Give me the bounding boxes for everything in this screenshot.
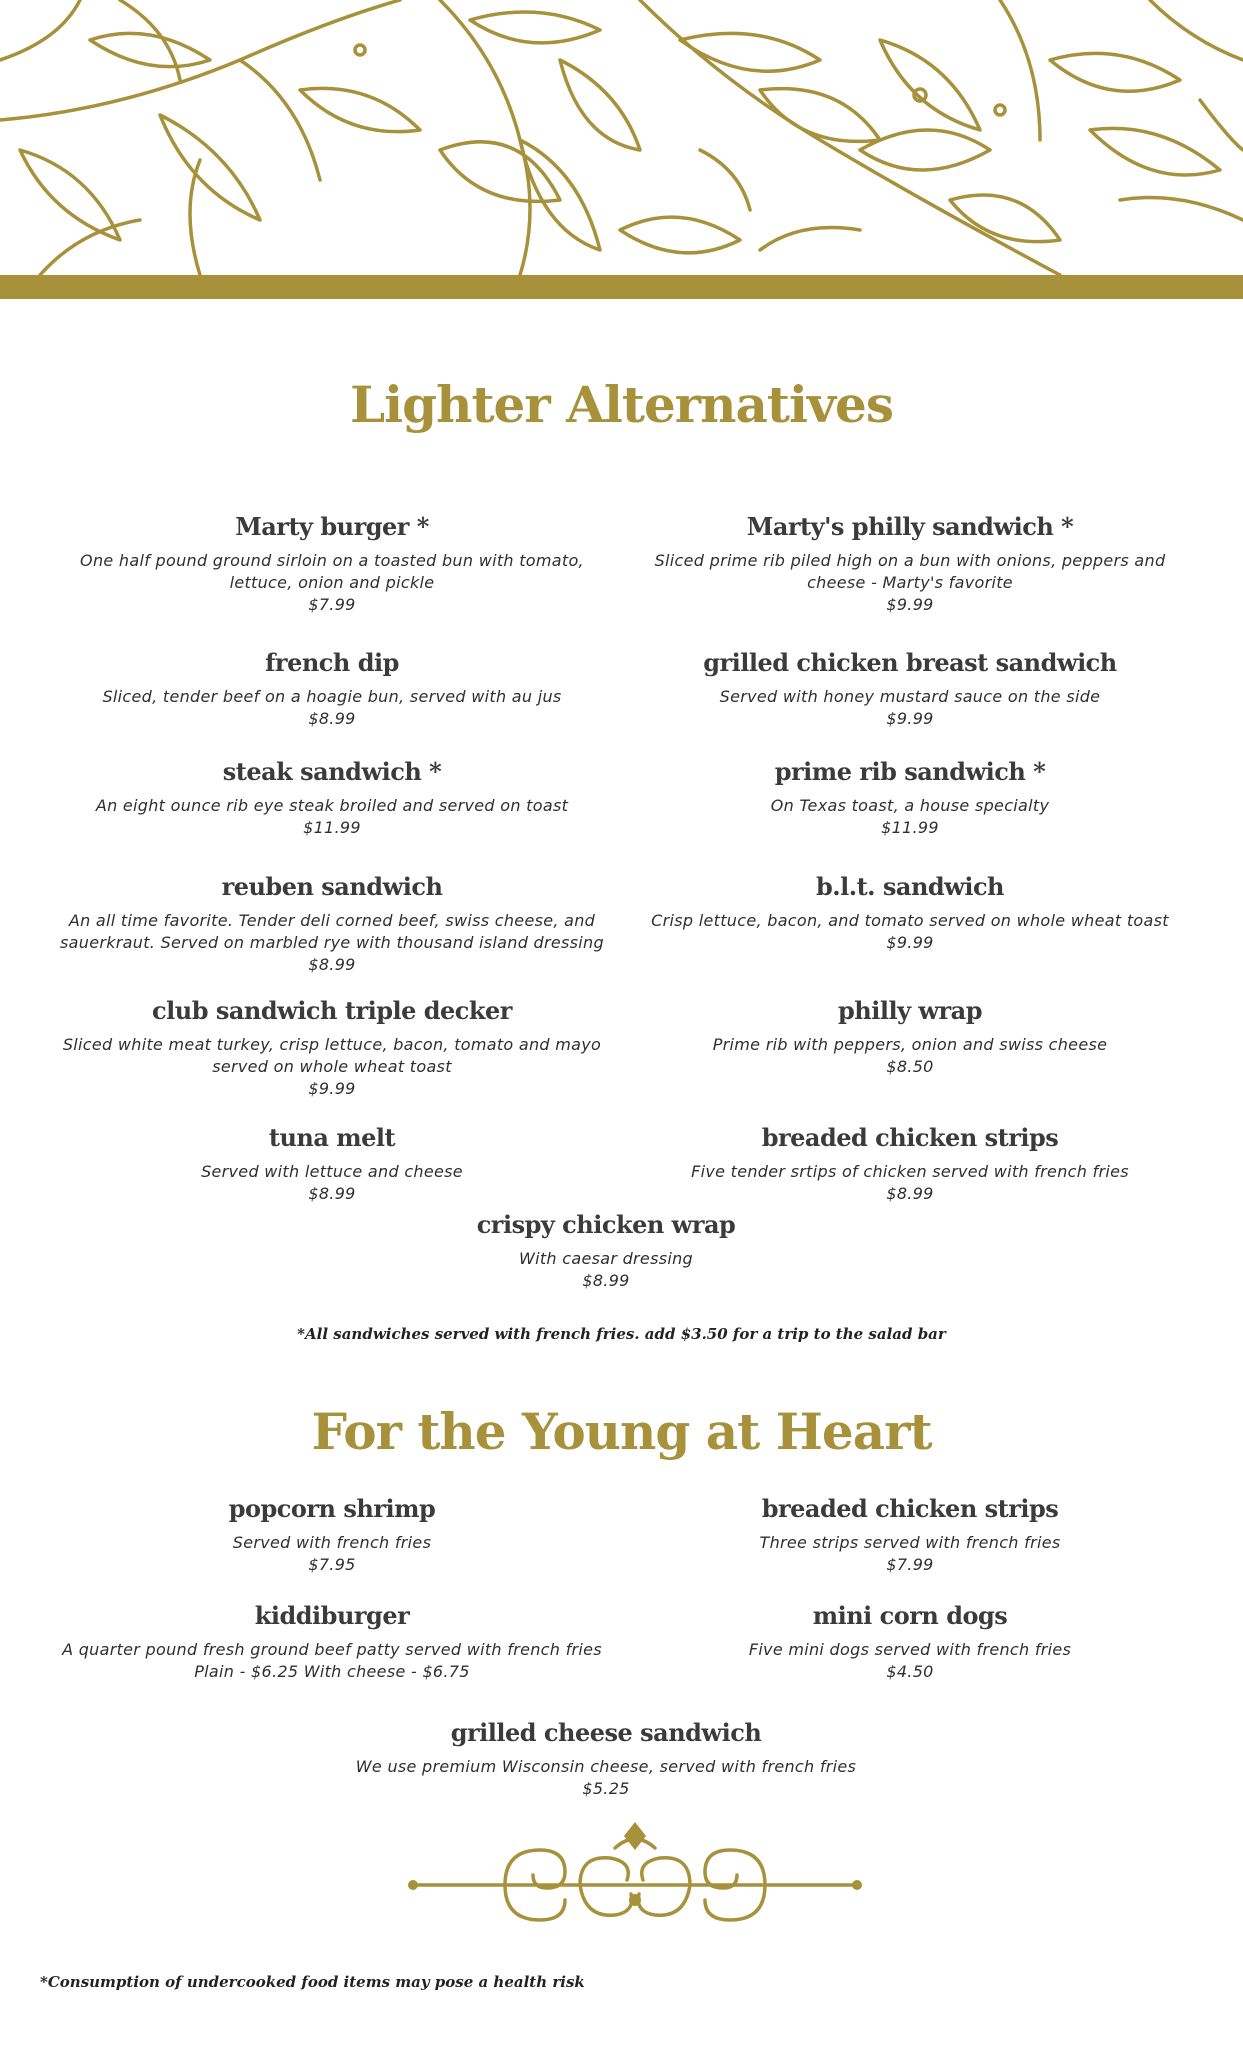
menu-item	[620, 1601, 1200, 1683]
item-description: Sliced prime rib piled high on a bun with onions, peppers and cheese - Marty's favorite	[654, 551, 1166, 592]
item-description: A quarter pound fresh ground beef patty served with french fries	[62, 1640, 602, 1659]
item-name: grilled chicken breast sandwich	[703, 648, 1117, 677]
item-name: tuna melt	[268, 1123, 396, 1152]
item-description: Crisp lettuce, bacon, and tomato served on whole wheat toast	[651, 911, 1169, 930]
item-description: One half pound ground sirloin on a toasted bun with tomato, lettuce, onion and pickle	[80, 551, 584, 592]
item-price: $4.50	[886, 1662, 934, 1681]
flourish-ornament-icon	[405, 1820, 865, 1940]
item-description: Served with honey mustard sauce on the side	[719, 687, 1101, 706]
item-name: Marty's philly sandwich *	[746, 512, 1074, 541]
item-name: club sandwich triple decker	[152, 996, 512, 1025]
item-description: An all time favorite. Tender deli corned beef, swiss cheese, and sauerkraut. Served on marbled rye with thousand island dressing	[60, 911, 604, 952]
health-warning-note: *Consumption of undercooked food items may pose a health risk	[40, 1973, 585, 1991]
menu-item	[620, 648, 1200, 730]
item-price: $7.99	[886, 1555, 934, 1574]
item-description: Three strips served with french fries	[759, 1533, 1061, 1552]
item-name: breaded chicken strips	[761, 1494, 1059, 1523]
menu-item	[620, 757, 1200, 839]
item-description: Served with lettuce and cheese	[201, 1162, 463, 1181]
item-price: Plain - $6.25 With cheese - $6.75	[194, 1662, 470, 1681]
item-name: french dip	[265, 648, 399, 677]
menu-item	[620, 1494, 1200, 1576]
item-name: b.l.t. sandwich	[815, 872, 1005, 901]
item-description: An eight ounce rib eye steak broiled and served on toast	[95, 796, 569, 815]
item-name: kiddiburger	[254, 1601, 410, 1630]
item-price: $7.95	[308, 1555, 356, 1574]
leaf-header-illustration	[0, 0, 1243, 275]
item-price: $8.99	[308, 955, 356, 974]
item-description: Five tender srtips of chicken served with french fries	[691, 1162, 1129, 1181]
item-description: Sliced, tender beef on a hoagie bun, served with au jus	[102, 687, 562, 706]
item-name: crispy chicken wrap	[476, 1210, 736, 1239]
item-price: $9.99	[886, 595, 934, 614]
item-name: prime rib sandwich *	[774, 757, 1046, 786]
menu-item	[42, 872, 622, 976]
menu-item	[42, 648, 622, 730]
menu-item	[620, 512, 1200, 616]
menu-item	[620, 996, 1200, 1078]
item-price: $8.99	[308, 1184, 356, 1203]
item-name: steak sandwich *	[222, 757, 442, 786]
item-description: With caesar dressing	[518, 1249, 693, 1268]
item-price: $8.99	[886, 1184, 934, 1203]
item-price: $5.25	[582, 1779, 630, 1798]
item-price: $11.99	[303, 818, 361, 837]
item-description: We use premium Wisconsin cheese, served with french fries	[355, 1757, 857, 1776]
item-description: Five mini dogs served with french fries	[748, 1640, 1072, 1659]
menu-item	[42, 996, 622, 1100]
item-price: $7.99	[308, 595, 356, 614]
item-name: Marty burger *	[235, 512, 429, 541]
item-description: Prime rib with peppers, onion and swiss cheese	[712, 1035, 1108, 1054]
item-name: popcorn shrimp	[228, 1494, 436, 1523]
menu-item	[42, 1123, 622, 1205]
item-name: reuben sandwich	[221, 872, 443, 901]
item-price: $8.50	[886, 1057, 934, 1076]
menu-item	[316, 1718, 896, 1800]
menu-item	[42, 512, 622, 616]
header-gold-band	[0, 275, 1243, 299]
item-price: $8.99	[308, 709, 356, 728]
menu-item	[620, 1123, 1200, 1205]
menu-item	[42, 757, 622, 839]
item-price: $8.99	[582, 1271, 630, 1290]
item-name: philly wrap	[837, 996, 983, 1025]
item-description: Sliced white meat turkey, crisp lettuce, bacon, tomato and mayo served on whole wheat toast	[62, 1035, 602, 1076]
menu-item	[620, 872, 1200, 954]
menu-item	[42, 1494, 622, 1576]
item-description: On Texas toast, a house specialty	[770, 796, 1050, 815]
item-price: $9.99	[308, 1079, 356, 1098]
item-price: $11.99	[881, 818, 939, 837]
item-name: breaded chicken strips	[761, 1123, 1059, 1152]
item-price: $9.99	[886, 933, 934, 952]
item-price: $9.99	[886, 709, 934, 728]
sandwich-note: *All sandwiches served with french fries. add $3.50 for a trip to the salad bar	[297, 1325, 946, 1343]
section-title-young: For the Young at Heart	[311, 1402, 932, 1461]
item-description: Served with french fries	[232, 1533, 432, 1552]
item-name: mini corn dogs	[812, 1601, 1008, 1630]
section-title-lighter: Lighter Alternatives	[349, 375, 893, 434]
item-name: grilled cheese sandwich	[450, 1718, 762, 1747]
menu-item	[42, 1601, 622, 1683]
menu-item	[316, 1210, 896, 1292]
